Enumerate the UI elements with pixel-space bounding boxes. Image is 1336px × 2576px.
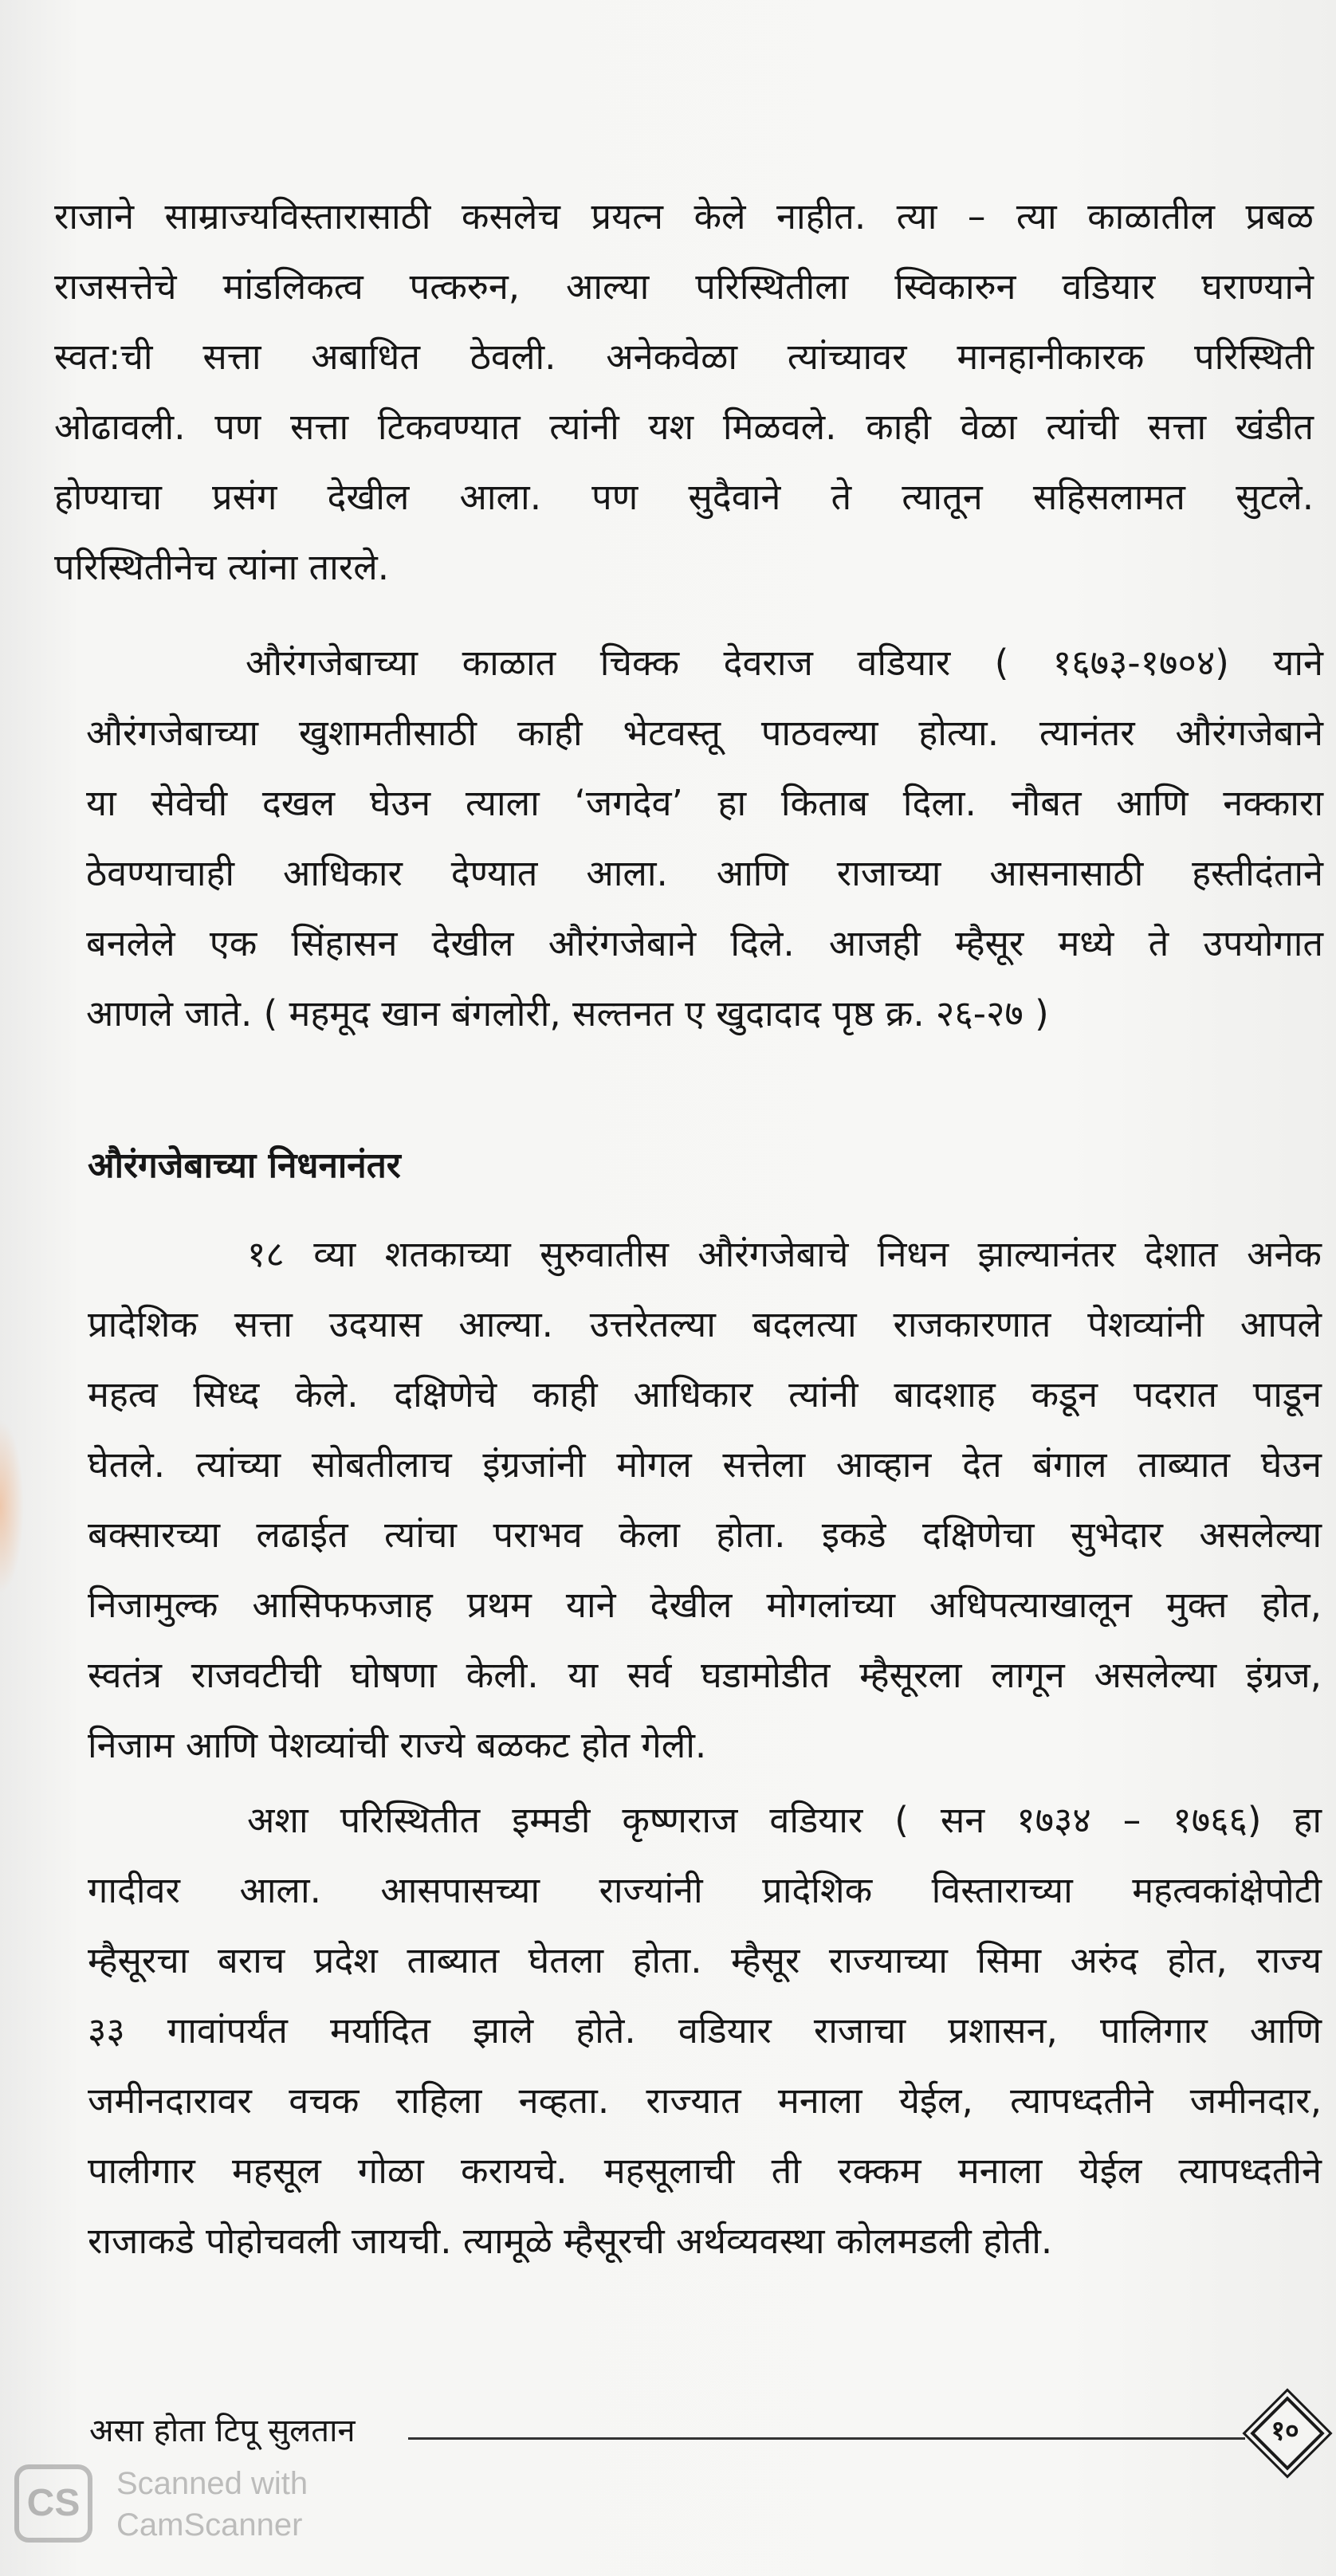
text-line: या सेवेची दखल घेउन त्याला ‘जगदेव’ हा किताब दिला. नौबत आणि नक्कारा bbox=[86, 782, 1323, 824]
page-footer bbox=[89, 2399, 1317, 2463]
scanner-watermark bbox=[14, 2455, 381, 2558]
text-line: आणले जाते. ( महमूद खान बंगलोरी, सल्तनत ए खुदादाद पृष्ठ क्र. २६-२७ ) bbox=[86, 992, 1049, 1035]
watermark-line-2: CamScanner bbox=[116, 2507, 303, 2543]
logo-text: CS bbox=[26, 2482, 81, 2524]
camscanner-logo-icon bbox=[14, 2464, 92, 2543]
text-line: स्वतंत्र राजवटीची घोषणा केली. या सर्व घडामोडीत म्हैसूरला लागून असलेल्या इंग्रज, bbox=[88, 1654, 1322, 1696]
text-line: राजाने साम्राज्यविस्तारासाठी कसलेच प्रयत्न केले नाहीत. त्या – त्या काळातील प्रबळ bbox=[54, 195, 1314, 238]
text-line: १८ व्या शतकाच्या सुरुवातीस औरंगजेबाचे निधन झाल्यानंतर देशात अनेक bbox=[247, 1233, 1322, 1275]
text-line: ३३ गावांपर्यंत मर्यादित झाले होते. वडियार राजाचा प्रशासन, पालिगार आणि bbox=[88, 2009, 1322, 2052]
text-line: म्हैसूरचा बराच प्रदेश ताब्यात घेतला होता. म्हैसूर राज्याच्या सिमा अरुंद होत, राज्य bbox=[88, 1939, 1322, 1981]
book-title: असा होता टिपू सुलतान bbox=[89, 2413, 356, 2449]
text-line: महत्व सिध्द केले. दक्षिणेचे काही आधिकार त्यांनी बादशाह कडून पदरात पाडून bbox=[88, 1373, 1322, 1416]
text-line: बनलेले एक सिंहासन देखील औरंगजेबाने दिले. आजही म्हैसूर मध्ये ते उपयोगात bbox=[86, 922, 1323, 964]
text-line: बक्सारच्या लढाईत त्यांचा पराभव केला होता. इकडे दक्षिणेचा सुभेदार असलेल्या bbox=[88, 1514, 1322, 1556]
footer-divider bbox=[408, 2437, 1245, 2440]
text-line: औरंगजेबाच्या काळात चिक्क देवराज वडियार ( १६७३-१७०४) याने bbox=[246, 642, 1323, 684]
text-line: प्रादेशिक सत्ता उदयास आल्या. उत्तरेतल्या बदलत्या राजकारणात पेशव्यांनी आपले bbox=[88, 1303, 1322, 1345]
page-number-badge bbox=[1253, 2399, 1317, 2463]
watermark-text bbox=[116, 2463, 308, 2546]
text-line: ओढावली. पण सत्ता टिकवण्यात त्यांनी यश मिळवले. काही वेळा त्यांची सत्ता खंडीत bbox=[54, 406, 1314, 448]
text-line: होण्याचा प्रसंग देखील आला. पण सुदैवाने ते त्यातून सहिसलामत सुटले. bbox=[54, 476, 1314, 518]
page-edge-shadow bbox=[0, 1419, 24, 1594]
text-line: पालीगार महसूल गोळा करायचे. महसूलाची ती रक्कम मनाला येईल त्यापध्दतीने bbox=[88, 2150, 1322, 2192]
text-line: राजाकडे पोहोचवली जायची. त्यामूळे म्हैसूरची अर्थव्यवस्था कोलमडली होती. bbox=[88, 2220, 1053, 2262]
text-line: ठेवण्याचाही आधिकार देण्यात आला. आणि राजाच्या आसनासाठी हस्तीदंताने bbox=[86, 852, 1323, 894]
text-line: घेतले. त्यांच्या सोबतीलाच इंग्रजांनी मोगल सत्तेला आव्हान देत बंगाल ताब्यात घेउन bbox=[88, 1443, 1322, 1486]
text-line: निजाम आणि पेशव्यांची राज्ये बळकट होत गेली. bbox=[88, 1724, 707, 1766]
text-line: जमीनदारावर वचक राहिला नव्हता. राज्यात मनाला येईल, त्यापध्दतीने जमीनदार, bbox=[88, 2079, 1322, 2122]
paragraph-2 bbox=[86, 628, 1323, 1049]
paragraph-3 bbox=[88, 1219, 1322, 1781]
text-line: स्वत:ची सत्ता अबाधित ठेवली. अनेकवेळा त्यांच्यावर मानहानीकारक परिस्थिती bbox=[54, 336, 1314, 378]
section-heading: औरंगजेबाच्या निधनानंतर bbox=[88, 1145, 401, 1186]
paragraph-1 bbox=[54, 182, 1314, 603]
text-line: परिस्थितीनेच त्यांना तारले. bbox=[54, 546, 390, 588]
text-line: निजामुल्क आसिफफजाह प्रथम याने देखील मोगलांच्या अधिपत्याखालून मुक्त होत, bbox=[88, 1584, 1322, 1626]
text-line: औरंगजेबाच्या खुशामतीसाठी काही भेटवस्तू पाठवल्या होत्या. त्यानंतर औरंगजेबाने bbox=[86, 712, 1323, 754]
paragraph-4 bbox=[88, 1785, 1322, 2276]
text-line: गादीवर आला. आसपासच्या राज्यांनी प्रादेशिक विस्ताराच्या महत्वकांक्षेपोटी bbox=[88, 1869, 1322, 1911]
text-line: राजसत्तेचे मांडलिकत्व पत्करुन, आल्या परिस्थितीला स्विकारुन वडियार घराण्याने bbox=[54, 265, 1314, 308]
text-line: अशा परिस्थितीत इम्मडी कृष्णराज वडियार ( सन १७३४ – १७६६) हा bbox=[247, 1799, 1322, 1841]
page-number: १० bbox=[1271, 2415, 1299, 2447]
watermark-line-1: Scanned with bbox=[116, 2466, 308, 2501]
